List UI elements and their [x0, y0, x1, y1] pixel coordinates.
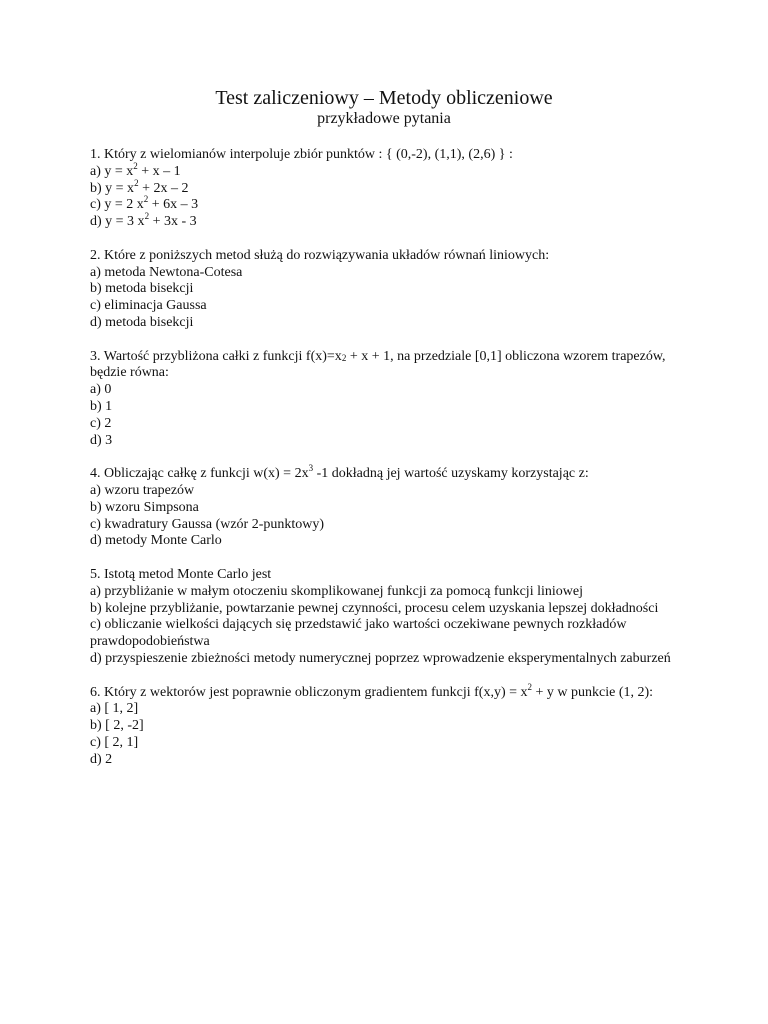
- question-6-exponent: 2: [527, 681, 532, 692]
- question-3-text-pre: 3. Wartość przybliżona całki z funkcji f(x)=x: [90, 348, 342, 364]
- question-4-option-d: d) metody Monte Carlo: [90, 533, 222, 549]
- document-title: Test zaliczeniowy – Metody obliczeniowe: [215, 87, 553, 109]
- option-d-exponent: 2: [144, 211, 150, 222]
- question-4-text-post: -1 dokładną jej wartość uzyskamy korzystając z:: [313, 466, 589, 482]
- question-4-option-b: b) wzoru Simpsona: [90, 499, 199, 515]
- question-3: [90, 349, 690, 450]
- question-1-text: 1. Który z wielomianów interpoluje zbiór punktów : { (0,-2), (1,1), (2,6) } :: [90, 147, 513, 162]
- question-3-option-a: a) 0: [90, 382, 112, 398]
- option-c-exponent: 2: [143, 194, 149, 205]
- question-1-option-b: [90, 177, 690, 198]
- document-subtitle: przykładowe pytania: [317, 110, 451, 127]
- question-3-text: [90, 349, 690, 383]
- question-1-option-a: [90, 160, 690, 181]
- option-b-post: + 2x – 2: [138, 180, 189, 196]
- question-4-text-pre: 4. Obliczając całkę z funkcji w(x) = 2x: [90, 466, 309, 482]
- question-3-subscript: 2: [341, 352, 347, 363]
- question-6-text: [90, 681, 690, 702]
- question-6: [90, 681, 690, 769]
- question-4-option-c: c) kwadratury Gaussa (wzór 2-punktowy): [90, 516, 325, 532]
- question-1-option-c: [90, 194, 690, 214]
- question-5-option-a: a) przybliżanie w małym otoczeniu skomplikowanej funkcji za pomocą funkcji liniowej: [90, 583, 583, 599]
- question-6-option-d: d) 2: [90, 751, 113, 767]
- option-d-pre: d) y = 3 x: [90, 214, 145, 230]
- question-list: [90, 147, 690, 785]
- option-c-pre: c) y = 2 x: [90, 197, 144, 213]
- question-2: [90, 248, 690, 332]
- question-4: [90, 463, 690, 550]
- question-5-option-c: c) obliczanie wielkości dających się przedstawić jako wartości oczekiwane pewnych rozkładów prawdopodobieństwa: [90, 617, 627, 650]
- question-1: [90, 147, 690, 231]
- question-5-option-b: b) kolejne przybliżanie, powtarzanie pewnej czynności, procesu celem uzyskania lepszej dokładności: [90, 600, 659, 616]
- question-3-option-d: d) 3: [90, 432, 113, 448]
- question-5: [90, 567, 690, 668]
- question-5-text: 5. Istotą metod Monte Carlo jest: [90, 566, 272, 582]
- question-6-option-a: a) [ 1, 2]: [90, 701, 139, 717]
- question-2-option-d: d) metoda bisekcji: [90, 314, 194, 330]
- question-6-option-c: c) [ 2, 1]: [90, 734, 139, 750]
- question-2-option-c: c) eliminacja Gaussa: [90, 298, 207, 314]
- question-3-option-c: c) 2: [90, 415, 112, 431]
- question-6-option-b: b) [ 2, -2]: [90, 718, 144, 734]
- question-1-option-d: [90, 211, 690, 231]
- question-4-exponent: 3: [308, 463, 314, 474]
- question-6-text-pre: 6. Który z wektorów jest poprawnie obliczonym gradientem funkcji f(x,y) = x: [90, 684, 528, 700]
- option-a-post: + x – 1: [137, 163, 181, 179]
- question-6-text-post: + y w punkcie (1, 2):: [532, 684, 654, 700]
- option-b-pre: b) y = x: [90, 180, 135, 196]
- question-4-option-a: a) wzoru trapezów: [90, 482, 195, 498]
- question-2-text: 2. Które z poniższych metod służą do rozwiązywania układów równań liniowych:: [90, 247, 550, 263]
- question-2-option-a: a) metoda Newtona-Cotesa: [90, 264, 243, 280]
- question-5-option-d: d) przyspieszenie zbieżności metody numerycznej poprzez wprowadzenie eksperymentalnych zaburzeń: [90, 650, 671, 666]
- option-a-exponent: 2: [133, 160, 138, 171]
- question-3-text-post: + x + 1, na przedziale [0,1] obliczona wzorem trapezów, będzie równa:: [90, 348, 666, 381]
- option-a-pre: a) y = x: [90, 163, 134, 179]
- question-4-text: [90, 463, 690, 483]
- question-2-option-b: b) metoda bisekcji: [90, 281, 194, 297]
- question-3-option-b: b) 1: [90, 398, 113, 414]
- option-c-post: + 6x – 3: [148, 197, 199, 213]
- option-b-exponent: 2: [134, 177, 139, 188]
- option-d-post: + 3x - 3: [149, 214, 197, 230]
